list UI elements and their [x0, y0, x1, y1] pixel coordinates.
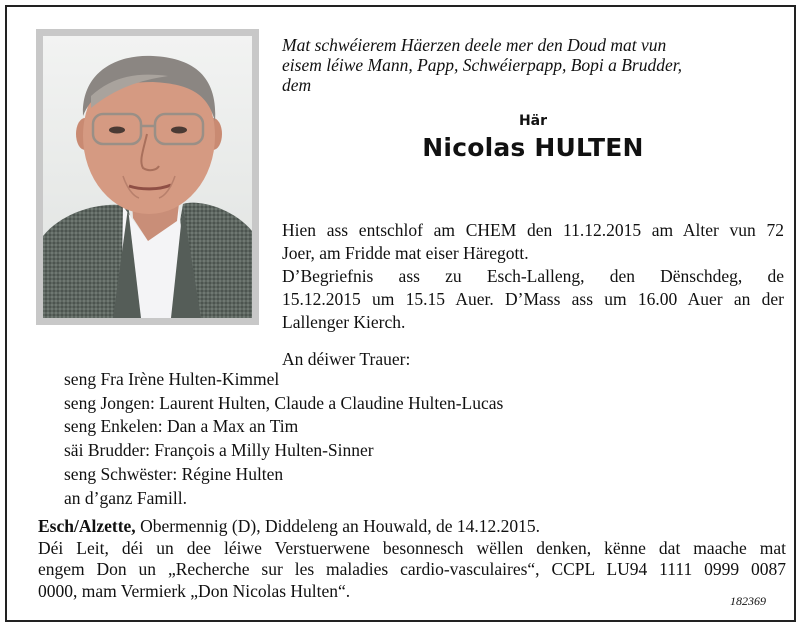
death-line: 15.12.2015 um 15.15 Auer. D’Mass ass um 16.00 Auer an der: [282, 289, 784, 309]
place-date-line: [38, 516, 786, 538]
portrait-photo: [43, 36, 252, 318]
death-notice: [282, 219, 784, 334]
place-rest: Obermennig (D), Diddeleng an Houwald, de 14.12.2015.: [135, 516, 541, 536]
mourners-list: [64, 368, 503, 510]
intro-text: [282, 35, 784, 95]
portrait-frame: [36, 29, 259, 325]
title-prefix: Här: [518, 113, 548, 129]
reference-number: 182369: [730, 594, 766, 608]
mourner-item: seng Fra Irène Hulten-Kimmel: [64, 369, 280, 389]
death-line: Lallenger Kierch.: [282, 312, 406, 332]
portrait-illustration: [43, 36, 252, 318]
intro-line: eisem léiwe Mann, Papp, Schwéierpapp, Bopi a Brudder,: [282, 55, 683, 75]
footer-line: engem Don un „Recherche sur les maladies cardio-vasculaires“, CCPL LU94 1111 0999 0087: [38, 559, 786, 579]
intro-line: dem: [282, 75, 312, 95]
place-bold: Esch/Alzette,: [38, 516, 136, 536]
intro-line: Mat schwéierem Häerzen deele mer den Doud mat vun: [282, 35, 667, 55]
mourner-item: seng Enkelen: Dan a Max an Tim: [64, 416, 299, 437]
mourner-item: an d’ganz Famill.: [64, 487, 187, 508]
death-line: Hien ass entschlof am CHEM den 11.12.2015 am Alter vun 72: [282, 220, 784, 240]
mourning-heading: An déiwer Trauer:: [282, 349, 411, 369]
deceased-name: Nicolas HULTEN: [422, 133, 644, 162]
death-line: Joer, am Fridde mat eiser Häregott.: [282, 243, 529, 263]
footer-line: Déi Leit, déi un dee léiwe Verstuerwene besonnesch wëllen denken, kënne dat maache mat: [38, 537, 786, 558]
footer-text: [38, 516, 786, 602]
death-line: D’Begriefnis ass zu Esch-Lalleng, den Dënschdeg, de: [282, 266, 784, 286]
mourner-item: säi Brudder: François a Milly Hulten-Sinner: [64, 440, 374, 461]
mourner-item: seng Schwëster: Régine Hulten: [64, 463, 284, 484]
mourner-item: seng Jongen: Laurent Hulten, Claude a Claudine Hulten-Lucas: [64, 392, 504, 413]
footer-line: 0000, mam Vermierk „Don Nicolas Hulten“.: [38, 580, 351, 601]
obituary-frame: [5, 5, 796, 622]
